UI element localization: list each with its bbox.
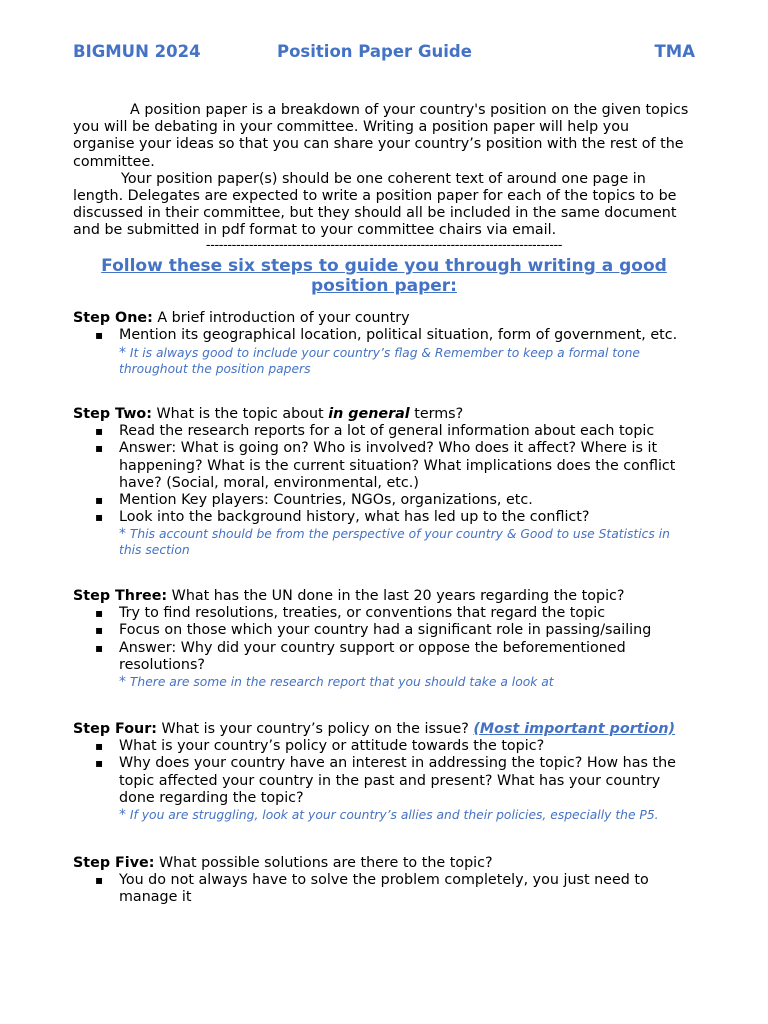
- step-four-bullets: [73, 738, 695, 807]
- page-header: [73, 42, 695, 64]
- note-star: *: [119, 526, 126, 543]
- step-one-label: Step One:: [73, 310, 153, 326]
- step-two-text-b: terms?: [409, 406, 464, 422]
- step-three-note-text: There are some in the research report that you should take a look at: [126, 675, 554, 690]
- list-item: ▪ Focus on those which your country had a significant role in passing/sailing: [73, 622, 695, 639]
- step-four-note-text: If you are struggling, look at your country’s allies and their policies, especially the P5.: [126, 808, 659, 823]
- header-event-name: BIGMUN 2024: [73, 42, 201, 61]
- note-star: *: [119, 345, 126, 362]
- steps-heading: Follow these six steps to guide you through writing a good position paper:: [101, 256, 667, 296]
- step-one: [73, 310, 695, 377]
- step-four-label: Step Four:: [73, 721, 157, 737]
- list-item: ▪ Try to find resolutions, treaties, or conventions that regard the topic: [73, 605, 695, 622]
- step-two-title: [73, 406, 695, 423]
- header-document-title: Position Paper Guide: [277, 42, 472, 61]
- list-item: ▪ You do not always have to solve the problem completely, you just need to manage it: [73, 872, 695, 906]
- list-item: ▪ Answer: What is going on? Who is involved? Who does it affect? Where is it happening? What is the current situation? What implications does the conflict have? (Social, moral, environmental, etc.): [73, 440, 695, 492]
- list-item: ▪ Mention its geographical location, political situation, form of government, etc.: [73, 327, 695, 344]
- step-two-note: [73, 527, 695, 558]
- step-five-text: What possible solutions are there to the topic?: [154, 855, 493, 871]
- step-one-title: [73, 310, 695, 327]
- step-five: [73, 855, 695, 907]
- intro-paragraph-1: A position paper is a breakdown of your country's position on the given topics you will be debating in your committee. Writing a position paper will help you organise your ideas so that you can share your country’s position with the rest of the committee.: [73, 102, 689, 170]
- step-two: [73, 406, 695, 558]
- step-three-label: Step Three:: [73, 588, 168, 604]
- list-item: ▪ Look into the background history, what has led up to the conflict?: [73, 509, 695, 526]
- step-two-note-text: This account should be from the perspective of your country & Good to use Statistics in this section: [119, 527, 670, 557]
- list-item: ▪ Read the research reports for a lot of general information about each topic: [73, 423, 695, 440]
- step-five-label: Step Five:: [73, 855, 155, 871]
- step-one-bullets: [73, 327, 695, 344]
- list-item: ▪ Mention Key players: Countries, NGOs, organizations, etc.: [73, 492, 695, 509]
- intro-section: [73, 102, 695, 240]
- intro-paragraph-2: Your position paper(s) should be one coherent text of around one page in length. Delegates are expected to write a position paper for each of the topics to be discussed in their committee, but they should all be included in the same document and be submitted in pdf format to your committee chairs via email.: [73, 170, 677, 239]
- most-important-note: (Most important portion): [473, 721, 676, 737]
- note-star: *: [119, 674, 126, 691]
- list-item: ▪ What is your country’s policy or attitude towards the topic?: [73, 738, 695, 755]
- note-star: *: [119, 807, 126, 824]
- step-three: [73, 588, 695, 690]
- step-four-text: What is your country’s policy on the issue?: [157, 721, 474, 737]
- step-five-bullets: [73, 872, 695, 906]
- step-three-title: [73, 588, 695, 605]
- step-four-title: [73, 721, 695, 738]
- list-item: ▪ Why does your country have an interest in addressing the topic? How has the topic affected your country in the past and present? What has your country done regarding the topic?: [73, 755, 695, 807]
- step-two-label: Step Two:: [73, 406, 152, 422]
- divider-line: -----------------------------------------------------------------------------------: [205, 238, 563, 253]
- step-two-bullets: [73, 423, 695, 526]
- step-five-title: [73, 855, 695, 872]
- step-one-text: A brief introduction of your country: [152, 310, 410, 326]
- step-one-note: [73, 346, 695, 377]
- step-four: [73, 721, 695, 823]
- step-two-emphasis: in general: [328, 406, 410, 422]
- step-three-bullets: [73, 605, 695, 674]
- step-one-note-text: It is always good to include your country’s flag & Remember to keep a formal tone throughout the position papers: [119, 346, 641, 376]
- header-organization: TMA: [654, 42, 695, 61]
- step-three-text: What has the UN done in the last 20 years regarding the topic?: [167, 588, 625, 604]
- step-four-note: [73, 808, 695, 823]
- step-two-text-a: What is the topic about: [151, 406, 329, 422]
- list-item: ▪ Answer: Why did your country support or oppose the beforementioned resolutions?: [73, 640, 695, 674]
- step-three-note: [73, 675, 695, 690]
